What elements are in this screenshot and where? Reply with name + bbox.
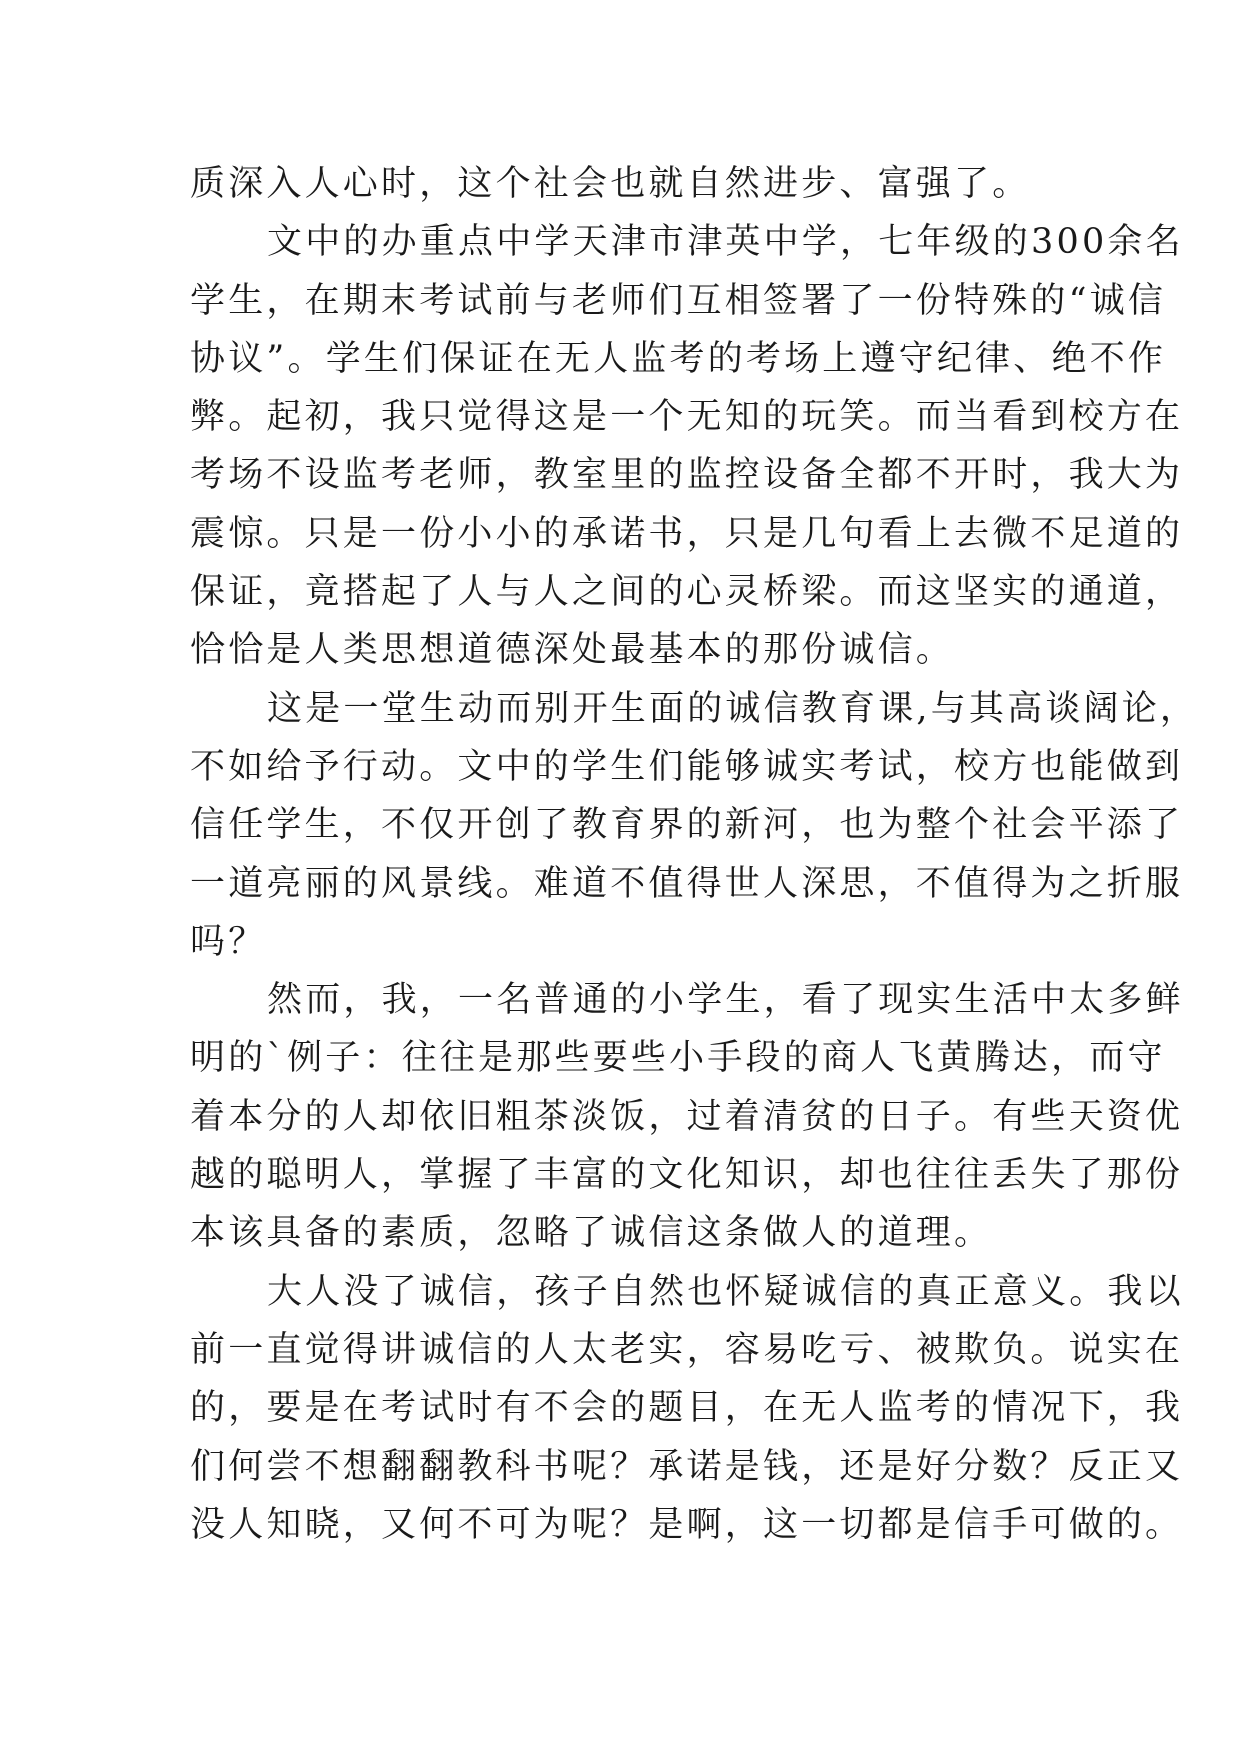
text-line: 学生，在期末考试前与老师们互相签署了一份特殊的“诚信 — [190, 280, 1167, 321]
text-line: 质深入人心时，这个社会也就自然进步、富强了。 — [190, 164, 1031, 204]
essay-body — [190, 155, 1199, 1554]
text-line: 震惊。只是一份小小的承诺书，只是几句看上去微不足道的 — [190, 513, 1184, 554]
text-line: 大人没了诚信，孩子自然也怀疑诚信的真正意义。我以 — [267, 1271, 1184, 1312]
text-line: 信任学生，不仅开创了教育界的新河，也为整个社会平添了 — [190, 805, 1184, 846]
text-line: 前一直觉得讲诚信的人太老实，容易吃亏、被欺负。说实在 — [190, 1329, 1184, 1370]
text-line: 考场不设监考老师，教室里的监控设备全都不开时，我大为 — [190, 455, 1184, 496]
text-line: 不如给予行动。文中的学生们能够诚实考试，校方也能做到 — [190, 746, 1184, 787]
text-line: 明的`例子：往往是那些要些小手段的商人飞黄腾达，而守 — [190, 1038, 1166, 1079]
text-line: 越的聪明人，掌握了丰富的文化知识，却也往往丢失了那份 — [190, 1155, 1184, 1196]
text-line: 一道亮丽的风景线。难道不值得世人深思，不值得为之折服 — [190, 863, 1184, 904]
text-line: 们何尝不想翻翻教科书呢？承诺是钱，还是好分数？反正又 — [190, 1446, 1184, 1487]
text-line: 然而，我，一名普通的小学生，看了现实生活中太多鲜 — [267, 980, 1184, 1021]
text-line: 协议”。学生们保证在无人监考的考场上遵守纪律、绝不作 — [190, 338, 1167, 379]
text-line: 没人知晓，又何不可为呢？是啊，这一切都是信手可做的。 — [190, 1504, 1184, 1545]
text-line: 本该具备的素质，忽略了诚信这条做人的道理。 — [190, 1213, 993, 1254]
text-line: 这是一堂生动而别开生面的诚信教育课,与其高谈阔论， — [267, 688, 1199, 729]
text-line: 吗？ — [190, 921, 267, 962]
text-line: 保证，竟搭起了人与人之间的心灵桥梁。而这坚实的通道， — [190, 572, 1184, 613]
text-line: 着本分的人却依旧粗茶淡饭，过着清贫的日子。有些天资优 — [190, 1096, 1184, 1137]
text-line: 恰恰是人类思想道德深处最基本的那份诚信。 — [190, 630, 955, 671]
text-line: 的，要是在考试时有不会的题目，在无人监考的情况下，我 — [190, 1388, 1184, 1429]
text-line: 文中的办重点中学天津市津英中学，七年级的300余名 — [267, 222, 1184, 263]
text-line: 弊。起初，我只觉得这是一个无知的玩笑。而当看到校方在 — [190, 397, 1184, 438]
